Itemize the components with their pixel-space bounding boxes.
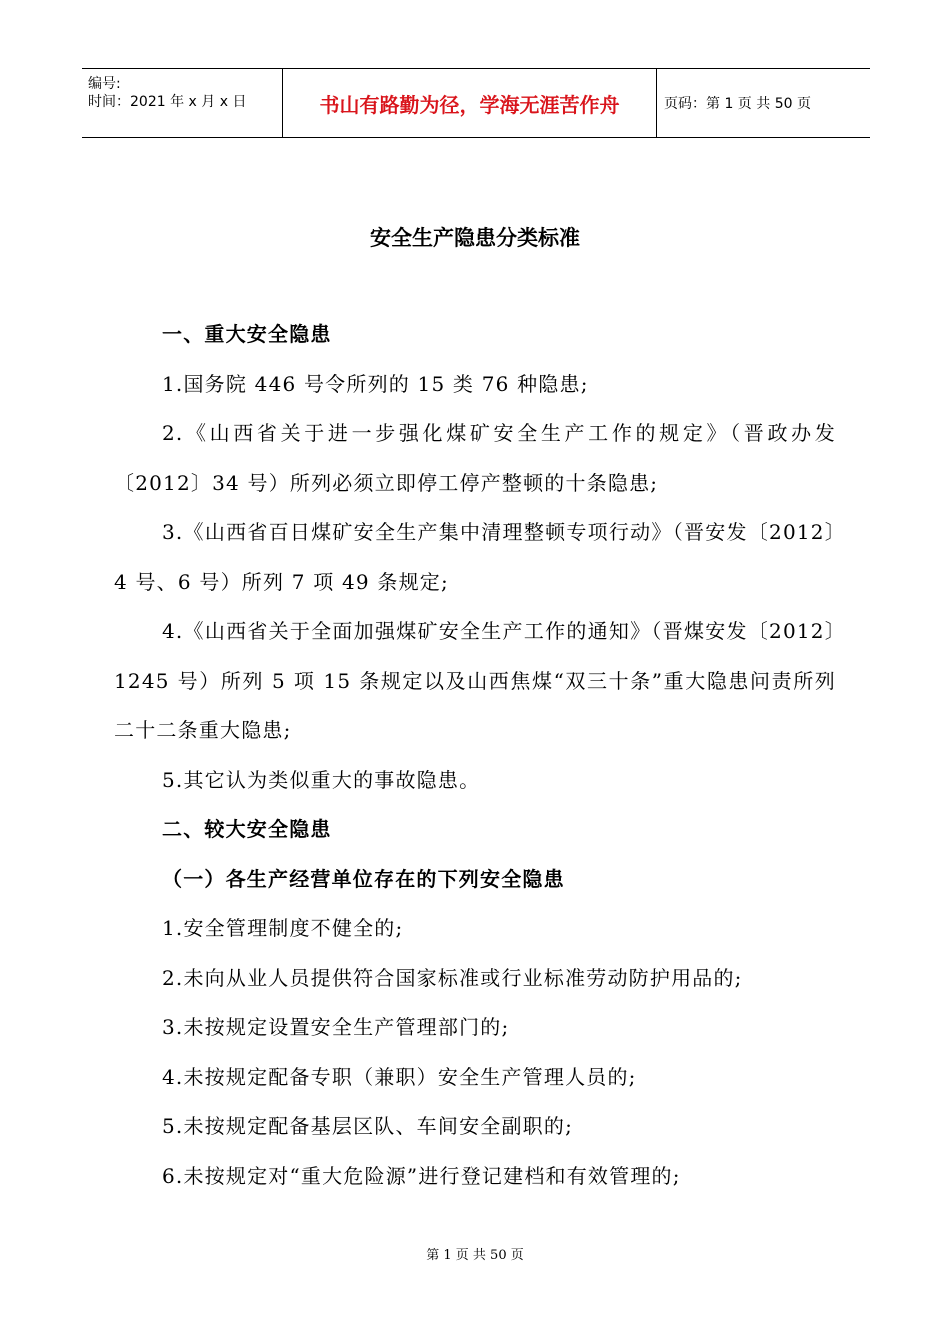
paragraph: 6.未按规定对“重大危险源”进行登记建档和有效管理的;	[162, 1163, 681, 1188]
page-footer: 第 1 页 共 50 页	[426, 1248, 524, 1263]
section-heading: 一、重大安全隐患	[162, 322, 332, 346]
section-heading: （一）各生产经营单位存在的下列安全隐患	[162, 866, 565, 891]
document-header	[82, 68, 870, 138]
header-page-label: 页码：第 1 页 共 50 页	[664, 96, 811, 112]
header-motto: 书山有路勤为径，学海无涯苦作舟	[319, 92, 620, 117]
document-number-label: 编号:	[88, 76, 121, 92]
paragraph: 1.国务院 446 号令所列的 15 类 76 种隐患;	[162, 371, 589, 396]
header-info-cell	[82, 69, 282, 137]
document-title: 安全生产隐患分类标准	[370, 226, 580, 250]
paragraph: 5.其它认为类似重大的事故隐患。	[162, 767, 481, 792]
document-body	[114, 310, 836, 1201]
paragraph: 2.未向从业人员提供符合国家标准或行业标准劳动防护用品的;	[162, 965, 743, 990]
paragraph: 3.《山西省百日煤矿安全生产集中清理整顿专项行动》（晋安发〔2012〕4 号、6 号）所列 7 项 49 条规定;	[114, 520, 836, 594]
paragraph: 4.未按规定配备专职（兼职）安全生产管理人员的;	[162, 1064, 637, 1089]
header-divider	[656, 69, 657, 137]
section-heading: 二、较大安全隐患	[162, 817, 332, 841]
paragraph: 1.安全管理制度不健全的;	[162, 916, 404, 940]
document-time-label: 时间：2021 年 x 月 x 日	[88, 94, 247, 110]
paragraph: 4.《山西省关于全面加强煤矿安全生产工作的通知》（晋煤安发〔2012〕1245 号）所列 5 项 15 条规定以及山西焦煤“双三十条”重大隐患问责所列二十二条重大隐患;	[114, 619, 836, 742]
paragraph: 5.未按规定配备基层区队、车间安全副职的;	[162, 1114, 574, 1138]
paragraph: 2.《山西省关于进一步强化煤矿安全生产工作的规定》（晋政办发〔2012〕34 号）所列必须立即停工停产整顿的十条隐患;	[114, 421, 836, 495]
paragraph: 3.未按规定设置安全生产管理部门的;	[162, 1015, 510, 1039]
